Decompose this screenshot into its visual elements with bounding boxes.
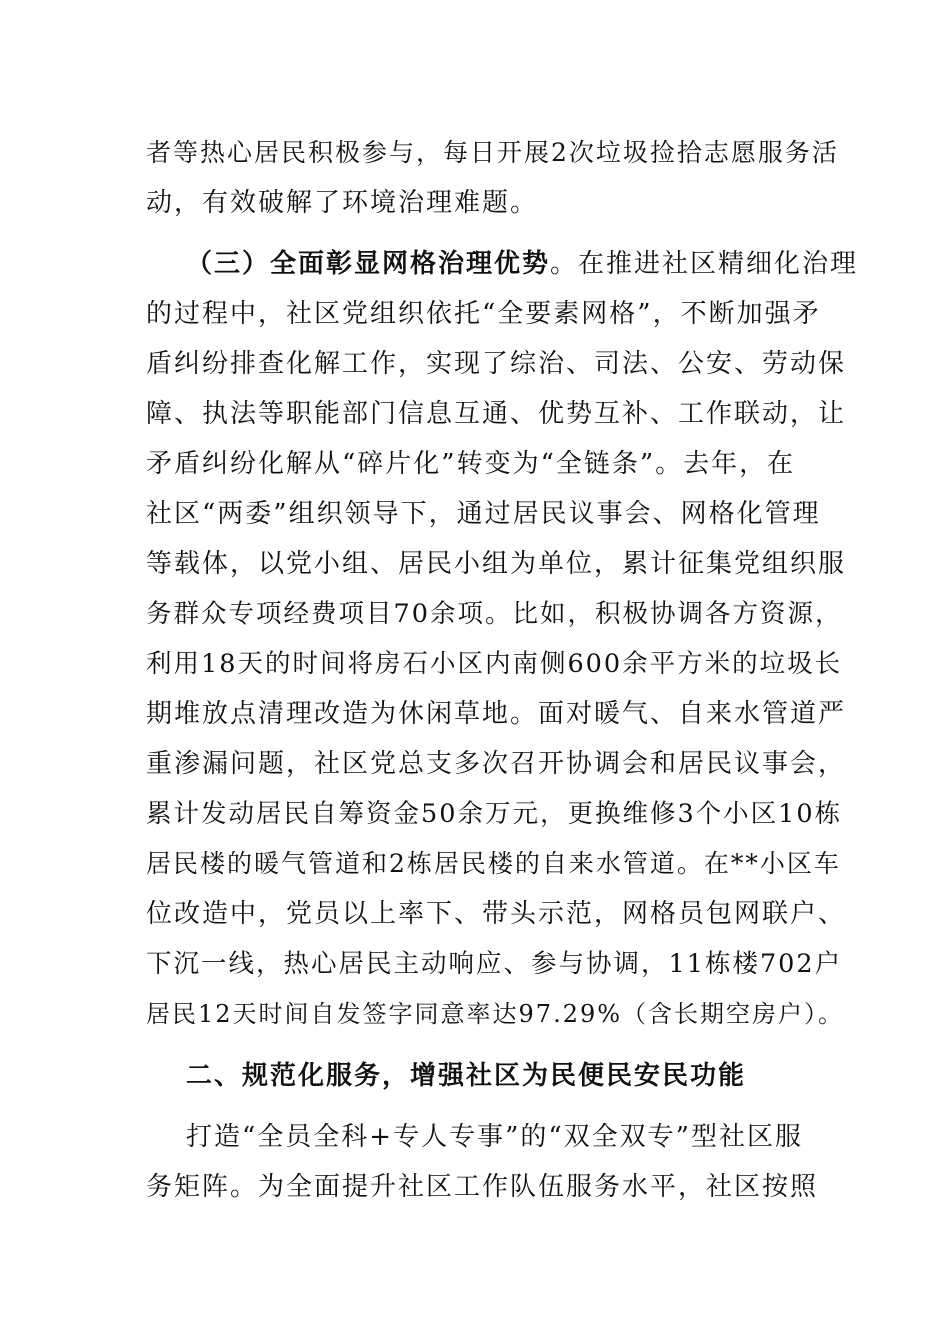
section-three-title: （三）全面彰显网格治理优势 bbox=[186, 249, 551, 279]
paragraph-line: 社区“两委”组织领导下，通过居民议事会、网格化管理 bbox=[146, 499, 821, 529]
paragraph-line: 重渗漏问题，社区党总支多次召开协调会和居民议事会， bbox=[146, 749, 847, 779]
paragraph-line: 动，有效破解了环境治理难题。 bbox=[146, 188, 539, 218]
paragraph-line: 位改造中，党员以上率下、带头示范，网格员包网联户、 bbox=[146, 899, 847, 929]
paragraph-line: 矛盾纠纷化解从“碎片化”转变为“全链条”。去年，在 bbox=[146, 449, 796, 479]
section-three-first-line bbox=[186, 247, 886, 281]
paragraph-line: 盾纠纷排查化解工作，实现了综治、司法、公安、劳动保 bbox=[146, 349, 847, 379]
paragraph-line: 利用18天的时间将房石小区内南侧600余平方米的垃圾长 bbox=[146, 649, 843, 679]
paragraph-line: 居民楼的暖气管道和2栋居民楼的自来水管道。在**小区车 bbox=[146, 849, 841, 878]
section-heading: 二、规范化服务，增强社区为民便民安民功能 bbox=[186, 1061, 747, 1091]
paragraph-line: 打造“全员全科+专人专事”的“双全双专”型社区服 bbox=[186, 1122, 803, 1152]
paragraph-line: 居民12天时间自发签字同意率达97.29%（含长期空房户）。 bbox=[146, 1000, 845, 1028]
paragraph-line: 累计发动居民自筹资金50余万元，更换维修3个小区10栋 bbox=[146, 799, 843, 829]
paragraph-line: 的过程中，社区党组织依托“全要素网格”，不断加强矛 bbox=[146, 299, 821, 329]
paragraph-line: 务群众专项经费项目70余项。比如，积极协调各方资源， bbox=[146, 599, 843, 629]
paragraph-line: 期堆放点清理改造为休闲草地。面对暖气、自来水管道严 bbox=[146, 699, 847, 729]
paragraph-line: 者等热心居民积极参与，每日开展2次垃圾捡拾志愿服务活 bbox=[146, 138, 839, 167]
paragraph-line: 障、执法等职能部门信息互通、优势互补、工作联动，让 bbox=[146, 399, 847, 429]
paragraph-line: 下沉一线，热心居民主动响应、参与协调，11栋楼702户 bbox=[146, 949, 843, 979]
paragraph-line: 务矩阵。为全面提升社区工作队伍服务水平，社区按照 bbox=[146, 1172, 819, 1202]
section-three-first-line-rest: 。在推进社区精细化治理 bbox=[550, 249, 859, 279]
paragraph-line: 等载体，以党小组、居民小组为单位，累计征集党组织服 bbox=[146, 549, 847, 579]
